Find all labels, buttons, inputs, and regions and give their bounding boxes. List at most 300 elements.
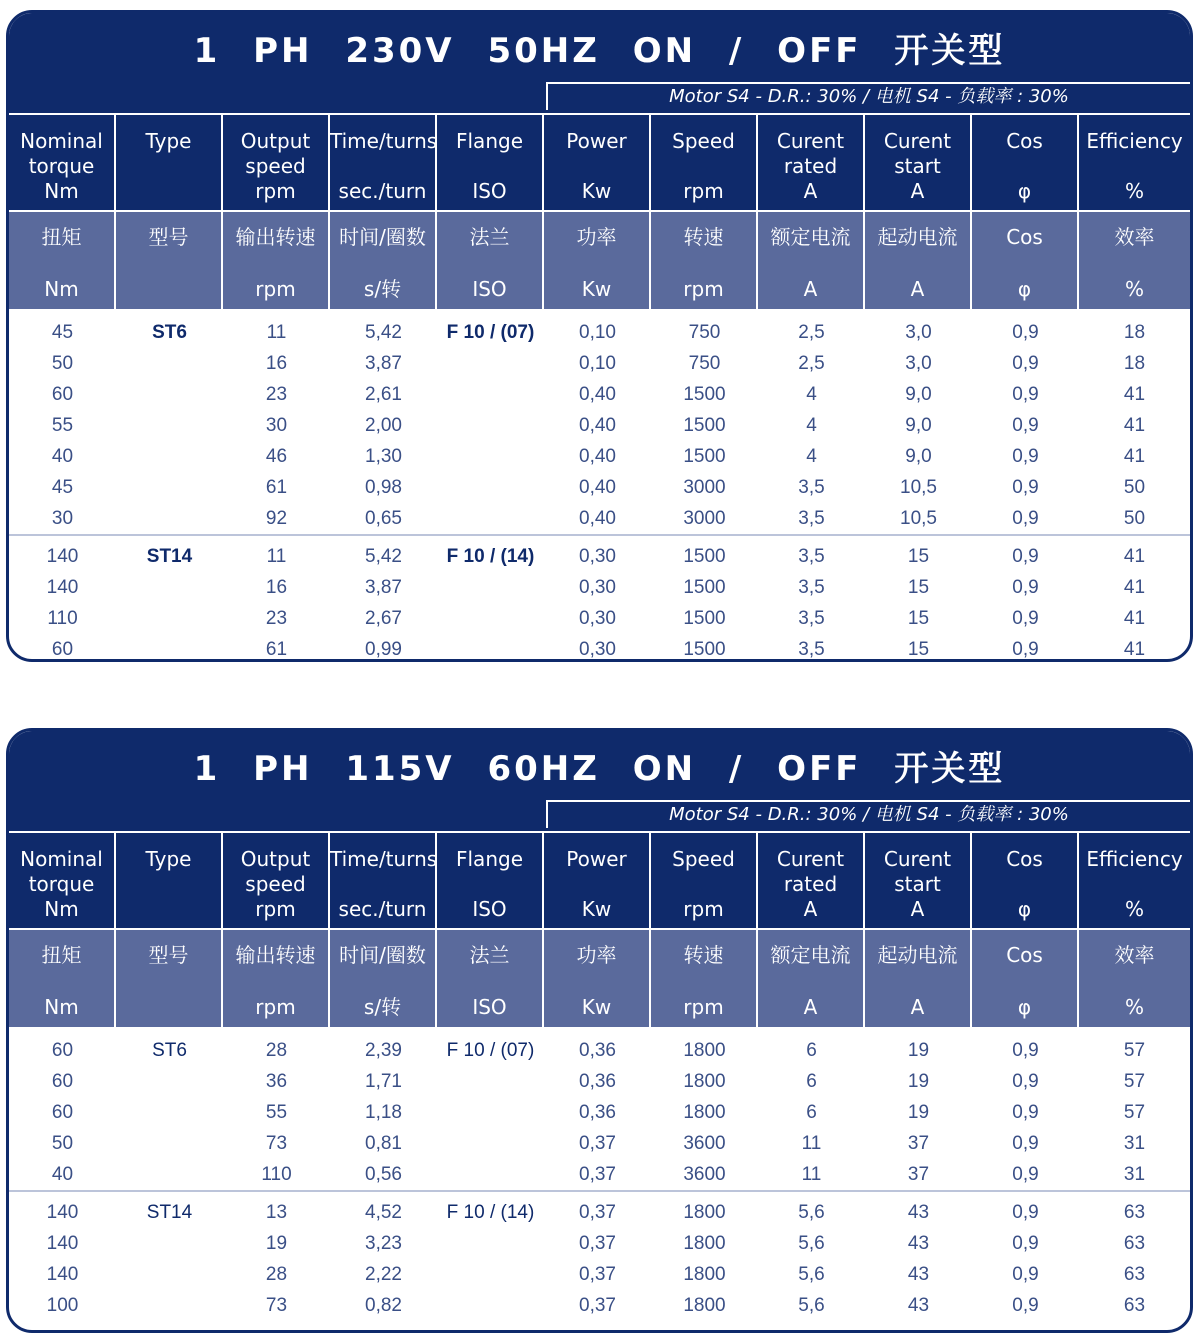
header-unit: sec./turn <box>338 897 427 921</box>
type-cell <box>116 1128 223 1159</box>
column-header-power <box>544 831 651 928</box>
column-header-cn-type <box>116 210 223 309</box>
power-cell: 0,36 <box>579 1101 616 1123</box>
header-cell <box>972 833 1077 928</box>
header-cell <box>116 833 221 928</box>
table-title-bar <box>9 731 1190 799</box>
efficiency-cell: 50 <box>1123 507 1146 529</box>
table-title-bar <box>9 13 1190 81</box>
column-header-cn-type <box>116 928 223 1027</box>
header-unit: rpm <box>683 897 724 921</box>
column-header-cn-output-speed <box>223 210 330 309</box>
time-per-turn-cell: 0,56 <box>365 1163 402 1185</box>
nominal-torque-cell: 30 <box>51 507 74 529</box>
header-label-line2: start <box>894 872 941 896</box>
header-cell <box>330 930 435 1027</box>
header-label-cn: 时间/圈数 <box>339 943 426 967</box>
efficiency-cell: 63 <box>1123 1232 1146 1254</box>
efficiency-cell: 31 <box>1123 1132 1146 1154</box>
header-label-cn: 转速 <box>683 225 724 249</box>
flange-cell: F 10 / (07) <box>446 1039 535 1061</box>
header-unit-cn: Kw <box>581 277 612 301</box>
speed-cell: 1800 <box>683 1070 726 1092</box>
header-row-chinese <box>9 210 1190 309</box>
cos-phi-cell: 0,9 <box>1012 1163 1039 1185</box>
header-label-cn: 法兰 <box>469 943 510 967</box>
header-unit-cn: φ <box>1017 995 1032 1019</box>
type-cell: ST14 <box>116 1190 223 1228</box>
nominal-torque-cell: 40 <box>51 445 74 467</box>
header-cell <box>223 833 328 928</box>
header-cell <box>1079 930 1190 1027</box>
power-cell: 0,30 <box>544 534 651 572</box>
current-start-cell: 43 <box>865 1190 972 1228</box>
type-cell: ST14 <box>116 534 223 572</box>
current-start-cell: 9,0 <box>905 445 932 467</box>
cos-phi-cell: 0,9 <box>1012 1039 1039 1061</box>
type-cell <box>116 379 223 410</box>
table-body <box>9 309 1190 662</box>
speed-cell: 750 <box>688 321 721 343</box>
header-label: Curent <box>776 847 845 871</box>
header-unit: rpm <box>255 179 296 203</box>
header-unit-cn: rpm <box>683 277 724 301</box>
flange-cell: F 10 / (07) <box>446 321 535 343</box>
speed-cell: 1500 <box>683 383 726 405</box>
table-row <box>9 603 1190 634</box>
output-speed-cell: 16 <box>265 576 288 598</box>
current-rated-cell: 5,6 <box>798 1232 825 1254</box>
column-header-cn-cos-phi <box>972 210 1079 309</box>
header-label-cn: 起动电流 <box>877 943 958 967</box>
header-cell <box>972 115 1077 210</box>
header-label-cn: 功率 <box>576 225 617 249</box>
table-title: 1 PH 115V 60HZ ON / OFF 开关型 <box>193 749 1006 789</box>
nominal-torque-cell: 60 <box>51 1039 74 1061</box>
header-row-english <box>9 831 1190 928</box>
nominal-torque-cell: 110 <box>47 607 78 629</box>
power-cell: 0,40 <box>579 445 616 467</box>
speed-cell: 1500 <box>651 534 758 572</box>
current-start-cell: 43 <box>907 1232 930 1254</box>
column-header-cn-efficiency <box>1079 928 1190 1027</box>
header-unit: A <box>910 179 925 203</box>
power-cell: 0,37 <box>579 1294 616 1316</box>
header-unit: % <box>1124 179 1144 203</box>
table-row <box>9 534 1190 572</box>
current-rated-cell: 4 <box>806 445 817 467</box>
flange-cell <box>437 441 544 472</box>
nominal-torque-cell: 140 <box>46 1232 79 1254</box>
efficiency-cell: 18 <box>1123 321 1146 343</box>
speed-cell: 3000 <box>683 507 726 529</box>
header-label: Type <box>145 129 192 153</box>
header-label-cn: 功率 <box>576 943 617 967</box>
table-row <box>9 503 1190 534</box>
output-speed-cell: 19 <box>265 1232 288 1254</box>
efficiency-cell: 41 <box>1123 638 1146 660</box>
header-label: Power <box>566 129 627 153</box>
current-rated-cell: 3,5 <box>798 576 825 598</box>
current-start-cell: 43 <box>907 1263 930 1285</box>
header-unit-cn: rpm <box>255 277 296 301</box>
table-body <box>9 1027 1190 1321</box>
speed-cell: 1800 <box>683 1039 726 1061</box>
column-header-cn-speed <box>651 928 758 1027</box>
header-unit-cn: A <box>910 277 925 301</box>
current-rated-cell: 2,5 <box>798 321 825 343</box>
cos-phi-cell: 0,9 <box>1012 352 1039 374</box>
header-unit-cn: rpm <box>683 995 724 1019</box>
header-cell <box>223 115 328 210</box>
header-cell <box>116 115 221 210</box>
cos-phi-cell: 0,9 <box>1012 1232 1039 1254</box>
current-start-cell: 19 <box>907 1101 930 1123</box>
header-label: Speed <box>672 129 735 153</box>
header-label-cn: 输出转速 <box>235 943 316 967</box>
column-header-cn-nominal-torque <box>9 928 116 1027</box>
type-cell <box>116 572 223 603</box>
current-rated-cell: 5,6 <box>798 1294 825 1316</box>
header-label-cn: Cos <box>1006 225 1043 249</box>
cos-phi-cell: 0,9 <box>1012 321 1039 343</box>
power-cell: 0,40 <box>579 507 616 529</box>
column-header-cn-current-start <box>865 928 972 1027</box>
header-label: Time/turns <box>330 129 438 153</box>
efficiency-cell: 63 <box>1123 1263 1146 1285</box>
output-speed-cell: 73 <box>265 1132 288 1154</box>
header-label-cn: 转速 <box>683 943 724 967</box>
current-start-cell: 10,5 <box>900 476 937 498</box>
header-cell <box>544 930 649 1027</box>
current-rated-cell: 3,5 <box>798 507 825 529</box>
header-cell <box>9 930 114 1027</box>
current-start-cell: 3,0 <box>905 352 932 374</box>
time-per-turn-cell: 0,82 <box>365 1294 402 1316</box>
power-cell: 0,10 <box>579 352 616 374</box>
motor-duty-row <box>9 81 1190 113</box>
header-cell <box>972 930 1077 1027</box>
column-header-output-speed <box>223 113 330 210</box>
nominal-torque-cell: 60 <box>51 638 74 660</box>
current-start-cell: 37 <box>907 1132 930 1154</box>
efficiency-cell: 57 <box>1123 1039 1146 1061</box>
motor-duty-note: Motor S4 - D.R.: 30% / 电机 S4 - 负载率 : 30% <box>546 800 1190 828</box>
header-cell <box>651 930 756 1027</box>
flange-cell <box>437 472 544 503</box>
efficiency-cell: 41 <box>1123 414 1146 436</box>
speed-cell: 1800 <box>651 1190 758 1228</box>
header-label: Nominal <box>20 847 103 871</box>
nominal-torque-cell: 60 <box>51 1070 74 1092</box>
column-header-current-start <box>865 113 972 210</box>
current-rated-cell: 6 <box>806 1039 817 1061</box>
header-label: Curent <box>883 129 952 153</box>
time-per-turn-cell: 3,23 <box>365 1232 402 1254</box>
power-cell: 0,36 <box>579 1070 616 1092</box>
motor-duty-row <box>9 799 1190 831</box>
header-label: Speed <box>672 847 735 871</box>
power-cell: 0,40 <box>579 476 616 498</box>
table-row <box>9 1159 1190 1190</box>
current-rated-cell: 3,5 <box>758 534 865 572</box>
header-label: Efficiency <box>1086 847 1183 871</box>
time-per-turn-cell: 1,71 <box>365 1070 402 1092</box>
header-label: Cos <box>1006 129 1043 153</box>
current-rated-cell: 2,5 <box>798 352 825 374</box>
speed-cell: 3600 <box>683 1163 726 1185</box>
time-per-turn-cell: 1,18 <box>365 1101 402 1123</box>
efficiency-cell: 31 <box>1123 1163 1146 1185</box>
spec-table-115v <box>6 728 1193 1333</box>
output-speed-cell: 92 <box>265 507 288 529</box>
header-unit: A <box>803 179 818 203</box>
time-per-turn-cell: 0,99 <box>365 638 402 660</box>
efficiency-cell: 41 <box>1123 445 1146 467</box>
header-cell <box>865 833 970 928</box>
efficiency-cell: 41 <box>1123 576 1146 598</box>
column-header-type <box>116 831 223 928</box>
time-per-turn-cell: 3,87 <box>365 576 402 598</box>
motor-duty-note: Motor S4 - D.R.: 30% / 电机 S4 - 负载率 : 30% <box>546 82 1190 110</box>
column-header-cn-current-rated <box>758 210 865 309</box>
cos-phi-cell: 0,9 <box>1012 1294 1039 1316</box>
type-cell <box>116 1290 223 1321</box>
speed-cell: 1500 <box>683 638 726 660</box>
header-cell <box>330 115 438 210</box>
current-start-cell: 43 <box>907 1294 930 1316</box>
type-cell: ST6 <box>152 321 187 343</box>
speed-cell: 3000 <box>683 476 726 498</box>
column-header-cn-power <box>544 928 651 1027</box>
header-unit-cn: Nm <box>44 277 79 301</box>
flange-cell <box>437 1159 544 1190</box>
header-cell <box>9 833 114 928</box>
table-row <box>9 1290 1190 1321</box>
header-unit-cn: ISO <box>472 277 507 301</box>
header-label: Time/turns <box>330 847 438 871</box>
time-per-turn-cell: 2,61 <box>365 383 402 405</box>
column-header-cos-phi <box>972 831 1079 928</box>
current-start-cell: 37 <box>907 1163 930 1185</box>
output-speed-cell: 61 <box>265 638 288 660</box>
time-per-turn-cell: 4,52 <box>330 1190 437 1228</box>
table-row <box>9 1259 1190 1290</box>
power-cell: 0,30 <box>579 607 616 629</box>
column-header-flange <box>437 831 544 928</box>
power-cell: 0,37 <box>579 1163 616 1185</box>
column-header-cos-phi <box>972 113 1079 210</box>
output-speed-cell: 13 <box>223 1190 330 1228</box>
type-cell <box>116 472 223 503</box>
cos-phi-cell: 0,9 <box>1012 414 1039 436</box>
header-label-cn: 时间/圈数 <box>339 225 426 249</box>
current-start-cell: 9,0 <box>905 383 932 405</box>
spec-grid <box>9 113 1190 662</box>
current-start-cell: 19 <box>907 1039 930 1061</box>
cos-phi-cell: 0,9 <box>1012 1132 1039 1154</box>
header-label-line2: speed <box>245 872 306 896</box>
cos-phi-cell: 0,9 <box>1012 445 1039 467</box>
type-cell <box>116 410 223 441</box>
current-rated-cell: 11 <box>801 1163 822 1185</box>
nominal-torque-cell: 60 <box>51 383 74 405</box>
efficiency-cell: 57 <box>1123 1070 1146 1092</box>
header-cell <box>865 930 970 1027</box>
column-header-cn-speed <box>651 210 758 309</box>
cos-phi-cell: 0,9 <box>1012 1101 1039 1123</box>
cos-phi-cell: 0,9 <box>1012 1263 1039 1285</box>
header-cell <box>437 212 542 309</box>
header-cell <box>544 833 649 928</box>
current-rated-cell: 6 <box>806 1070 817 1092</box>
power-cell: 0,36 <box>579 1039 616 1061</box>
header-label-line2: torque <box>28 872 95 896</box>
flange-cell <box>437 410 544 441</box>
header-label-cn: 扭矩 <box>41 225 82 249</box>
time-per-turn-cell: 5,42 <box>330 534 437 572</box>
header-cell <box>1079 212 1190 309</box>
cos-phi-cell: 0,9 <box>972 534 1079 572</box>
flange-cell <box>437 1097 544 1128</box>
header-unit: φ <box>1017 897 1032 921</box>
type-cell <box>116 503 223 534</box>
header-unit-cn: ISO <box>472 995 507 1019</box>
column-header-cn-flange <box>437 928 544 1027</box>
output-speed-cell: 11 <box>223 534 330 572</box>
flange-cell <box>437 348 544 379</box>
power-cell: 0,10 <box>579 321 616 343</box>
cos-phi-cell: 0,9 <box>1012 638 1039 660</box>
efficiency-cell: 41 <box>1123 607 1146 629</box>
header-unit: ISO <box>472 897 507 921</box>
current-start-cell: 15 <box>907 576 930 598</box>
column-header-type <box>116 113 223 210</box>
speed-cell: 1500 <box>683 445 726 467</box>
header-cell <box>865 212 970 309</box>
column-header-power <box>544 113 651 210</box>
header-unit-cn: s/转 <box>363 277 402 301</box>
time-per-turn-cell: 0,65 <box>365 507 402 529</box>
table-row <box>9 572 1190 603</box>
header-label: Nominal <box>20 129 103 153</box>
flange-cell <box>437 1290 544 1321</box>
flange-cell <box>437 1259 544 1290</box>
flange-cell: F 10 / (14) <box>437 1190 544 1228</box>
header-cell <box>544 212 649 309</box>
header-label-line2: rated <box>783 154 838 178</box>
table-row <box>9 1190 1190 1228</box>
nominal-torque-cell: 100 <box>46 1294 79 1316</box>
header-unit: A <box>910 897 925 921</box>
nominal-torque-cell: 50 <box>51 352 74 374</box>
header-unit-cn: % <box>1124 277 1144 301</box>
header-label-cn: 效率 <box>1114 943 1155 967</box>
header-cell <box>758 115 863 210</box>
power-cell: 0,37 <box>544 1190 651 1228</box>
current-rated-cell: 3,5 <box>798 476 825 498</box>
output-speed-cell: 23 <box>265 383 288 405</box>
speed-cell: 1500 <box>683 576 726 598</box>
header-cell <box>972 212 1077 309</box>
header-cell <box>116 212 221 309</box>
time-per-turn-cell: 2,00 <box>365 414 402 436</box>
header-unit-cn: s/转 <box>363 995 402 1019</box>
header-label-cn: 输出转速 <box>235 225 316 249</box>
header-unit: rpm <box>255 897 296 921</box>
header-unit-cn: % <box>1124 995 1144 1019</box>
header-label-line2: torque <box>28 154 95 178</box>
current-rated-cell: 5,6 <box>758 1190 865 1228</box>
header-cell <box>116 930 221 1027</box>
header-cell <box>865 115 970 210</box>
power-cell: 0,37 <box>579 1232 616 1254</box>
current-start-cell: 15 <box>907 638 930 660</box>
column-header-current-rated <box>758 831 865 928</box>
current-rated-cell: 5,6 <box>798 1263 825 1285</box>
column-header-cn-efficiency <box>1079 210 1190 309</box>
header-cell <box>9 115 114 210</box>
output-speed-cell: 61 <box>265 476 288 498</box>
column-header-efficiency <box>1079 831 1190 928</box>
efficiency-cell: 41 <box>1079 534 1190 572</box>
table-row <box>9 309 1190 348</box>
type-cell <box>116 634 223 662</box>
column-header-nominal-torque <box>9 113 116 210</box>
nominal-torque-cell: 140 <box>9 1190 116 1228</box>
efficiency-cell: 63 <box>1123 1294 1146 1316</box>
header-label-cn: 起动电流 <box>877 225 958 249</box>
flange-cell <box>437 634 544 662</box>
header-label: Output <box>240 847 311 871</box>
current-start-cell: 9,0 <box>905 414 932 436</box>
speed-cell: 1800 <box>683 1294 726 1316</box>
speed-cell: 1500 <box>683 607 726 629</box>
column-header-output-speed <box>223 831 330 928</box>
nominal-torque-cell: 140 <box>9 534 116 572</box>
output-speed-cell: 55 <box>265 1101 288 1123</box>
header-cell <box>1079 833 1190 928</box>
speed-cell: 1500 <box>683 414 726 436</box>
table-row <box>9 441 1190 472</box>
nominal-torque-cell: 60 <box>51 1101 74 1123</box>
column-header-flange <box>437 113 544 210</box>
spec-table-230v <box>6 10 1193 662</box>
type-cell <box>116 1259 223 1290</box>
current-start-cell: 19 <box>907 1070 930 1092</box>
current-rated-cell: 6 <box>806 1101 817 1123</box>
efficiency-cell: 57 <box>1123 1101 1146 1123</box>
header-cell <box>223 212 328 309</box>
current-rated-cell: 11 <box>801 1132 822 1154</box>
speed-cell: 1800 <box>683 1232 726 1254</box>
power-cell: 0,37 <box>579 1132 616 1154</box>
nominal-torque-cell: 45 <box>51 476 74 498</box>
output-speed-cell: 73 <box>265 1294 288 1316</box>
table-row <box>9 410 1190 441</box>
header-label: Type <box>145 847 192 871</box>
header-label-cn: 型号 <box>148 225 189 249</box>
header-row-english <box>9 113 1190 210</box>
type-cell <box>116 1159 223 1190</box>
time-per-turn-cell: 2,22 <box>365 1263 402 1285</box>
header-label: Flange <box>456 847 523 871</box>
time-per-turn-cell: 3,87 <box>365 352 402 374</box>
header-label: Flange <box>456 129 523 153</box>
output-speed-cell: 46 <box>265 445 288 467</box>
flange-cell <box>437 603 544 634</box>
header-label-line2: speed <box>245 154 306 178</box>
